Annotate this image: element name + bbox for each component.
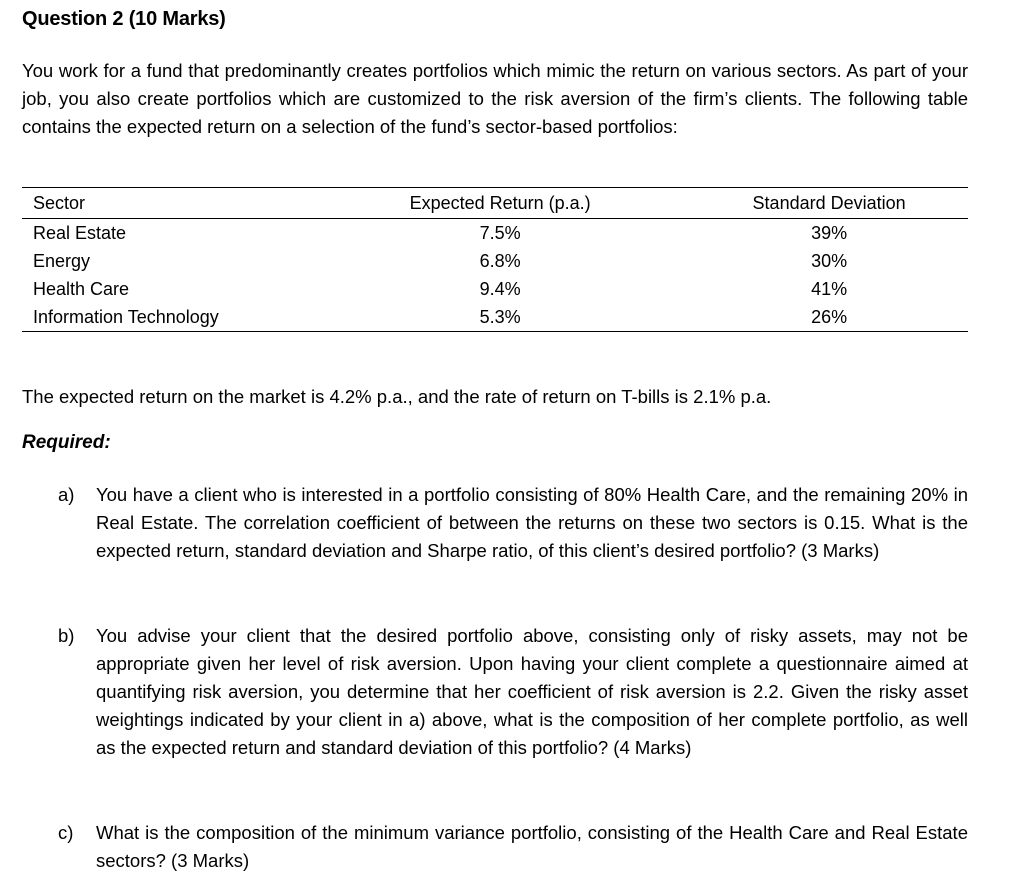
- cell-standard-deviation: 26%: [690, 303, 968, 332]
- table-row: [22, 219, 968, 248]
- question-letter: b): [58, 625, 75, 646]
- question-item-a: [58, 481, 968, 565]
- question-item-c: [58, 819, 968, 875]
- header-standard-deviation: Standard Deviation: [690, 188, 968, 219]
- header-expected-return: Expected Return (p.a.): [310, 188, 690, 219]
- table-row: [22, 275, 968, 303]
- question-text: What is the composition of the minimum variance portfolio, consisting of the Health Care and Real Estate sectors? (3 Marks): [96, 822, 968, 871]
- question-title: Question 2 (10 Marks): [22, 8, 226, 30]
- question-item-b: [58, 622, 968, 762]
- cell-sector: Information Technology: [22, 303, 310, 332]
- header-sector: Sector: [22, 188, 310, 219]
- intro-paragraph: You work for a fund that predominantly creates portfolios which mimic the return on various sectors. As part of your job, you also create portfolios which are customized to the risk aversion of the firm’s clients. The following table contains the expected return on a selection of the fund’s sector-based portfolios:: [22, 60, 968, 137]
- question-text: You advise your client that the desired portfolio above, consisting only of risky assets, may not be appropriate given her level of risk aversion. Upon having your client complete a questionnaire aimed at quantifying risk aversion, you determine that her coefficient of risk aversion is 2.2. Given the risky asset weightings indicated by your client in a) above, what is the composition of her complete portfolio, as well as the expected return and standard deviation of this portfolio? (4 Marks): [96, 625, 968, 758]
- table-header-row: [22, 188, 968, 219]
- question-letter: c): [58, 822, 74, 843]
- cell-standard-deviation: 30%: [811, 250, 848, 271]
- cell-expected-return: 9.4%: [479, 278, 521, 299]
- cell-sector: Energy: [33, 250, 91, 271]
- cell-sector: Real Estate: [33, 222, 127, 243]
- sector-table: [22, 187, 968, 332]
- cell-expected-return: 5.3%: [310, 303, 690, 332]
- cell-expected-return: 7.5%: [479, 222, 521, 243]
- required-heading: Required:: [22, 432, 111, 453]
- table-row: [22, 247, 968, 275]
- cell-sector: Health Care: [33, 278, 130, 299]
- cell-standard-deviation: 41%: [811, 278, 848, 299]
- question-text: You have a client who is interested in a portfolio consisting of 80% Health Care, and the remaining 20% in Real Estate. The correlation coefficient of between the returns on these two sectors is 0.15. What is the expected return, standard deviation and Sharpe ratio, of this client’s desired portfolio? (3 Marks): [96, 484, 968, 561]
- sector-table-container: [22, 187, 968, 332]
- table-row: [22, 303, 968, 332]
- market-info-text: The expected return on the market is 4.2% p.a., and the rate of return on T-bills is 2.1% p.a.: [22, 386, 772, 407]
- cell-standard-deviation: 39%: [811, 222, 848, 243]
- question-letter: a): [58, 484, 75, 505]
- cell-expected-return: 6.8%: [479, 250, 521, 271]
